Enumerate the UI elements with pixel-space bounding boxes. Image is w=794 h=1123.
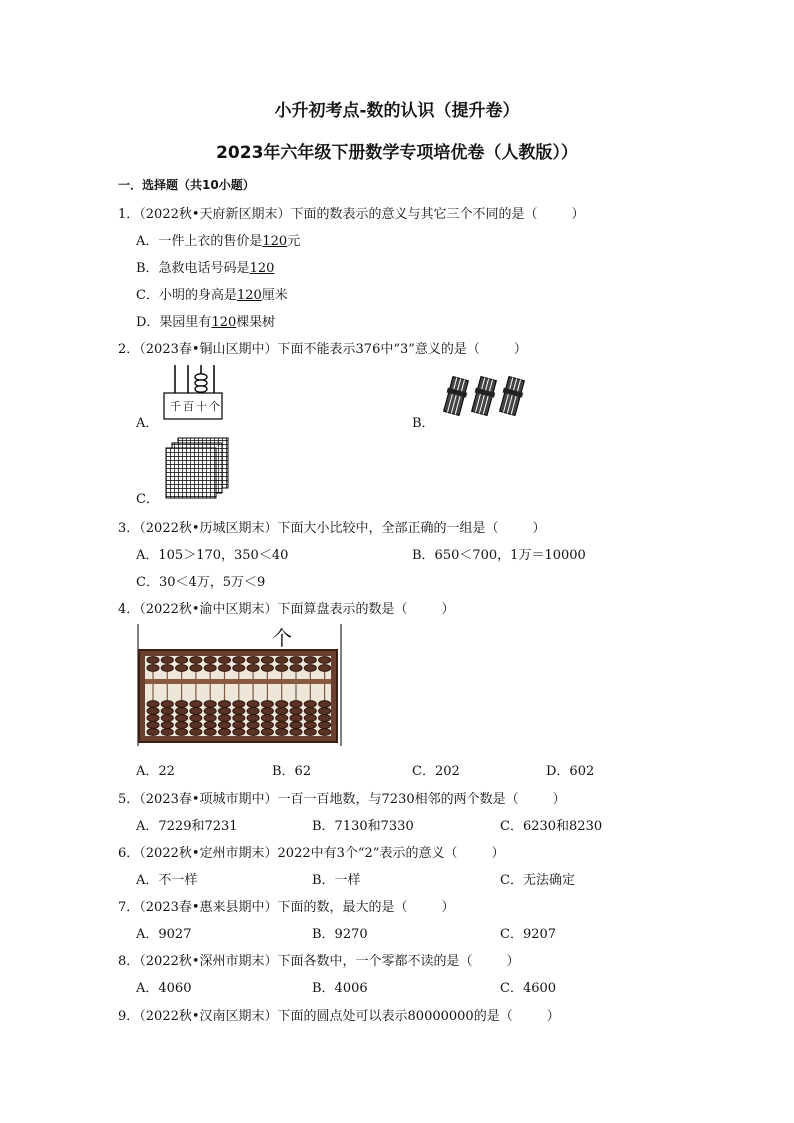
page-title: 小升初考点-数的认识（提升卷） bbox=[274, 101, 520, 121]
question-5-stem: 5．（2023春•项城市期中）一百一百地数，与7230相邻的两个数是（ ） bbox=[118, 792, 566, 807]
q6-option-a[interactable]: A．不一样 bbox=[136, 873, 198, 888]
ones-column-marker: 个 bbox=[272, 626, 292, 650]
counting-frame-labels bbox=[170, 398, 222, 414]
q8-option-c[interactable]: C．4600 bbox=[500, 981, 557, 996]
question-3-stem: 3．（2022秋•历城区期末）下面大小比较中，全部正确的一组是（ ） bbox=[118, 521, 546, 536]
question-7-stem: 7．（2023春•惠来县期中）下面的数，最大的是（ ） bbox=[118, 900, 455, 915]
place-label-thousands: 千 bbox=[170, 400, 183, 413]
q2-option-b-label[interactable]: B． bbox=[412, 416, 435, 431]
q2-option-a-label[interactable]: A． bbox=[136, 416, 159, 431]
hundred-grids-image bbox=[162, 436, 232, 502]
question-9-stem: 9．（2022秋•汉南区期末）下面的圆点处可以表示80000000的是（ ） bbox=[118, 1009, 560, 1024]
q1-option-b[interactable]: B．急救电话号码是120 bbox=[136, 261, 275, 276]
q5-option-c[interactable]: C．6230和8230 bbox=[500, 819, 603, 834]
q5-option-b[interactable]: B．7130和7330 bbox=[312, 819, 414, 834]
question-8-stem: 8．（2022秋•深州市期末）下面各数中，一个零都不读的是（ ） bbox=[118, 954, 520, 969]
question-2-stem: 2．（2023春•铜山区期中）下面不能表示376中“3”意义的是（ ） bbox=[118, 342, 527, 357]
place-label-tens: 十 bbox=[196, 400, 209, 413]
q4-option-c[interactable]: C．202 bbox=[412, 764, 460, 779]
counting-frame-image bbox=[162, 363, 224, 423]
q7-option-c[interactable]: C．9207 bbox=[500, 927, 557, 942]
q7-option-b[interactable]: B．9270 bbox=[312, 927, 368, 942]
q1-option-c[interactable]: C．小明的身高是120厘米 bbox=[136, 288, 288, 303]
q6-option-b[interactable]: B．一样 bbox=[312, 873, 361, 888]
q1-option-a[interactable]: A．一件上衣的售价是120元 bbox=[136, 234, 301, 249]
q3-option-c[interactable]: C．30＜4万，5万＜9 bbox=[136, 575, 266, 590]
question-1-stem: 1．（2022秋•天府新区期末）下面的数表示的意义与其它三个不同的是（ ） bbox=[118, 207, 585, 222]
q3-option-a[interactable]: A．105＞170，350＜40 bbox=[136, 548, 289, 563]
place-label-ones: 个 bbox=[209, 400, 222, 413]
q8-option-a[interactable]: A．4060 bbox=[136, 981, 192, 996]
place-label-hundreds: 百 bbox=[183, 400, 196, 413]
q4-option-b[interactable]: B．62 bbox=[272, 764, 312, 779]
q1-option-d[interactable]: D．果园里有120棵果树 bbox=[136, 315, 276, 330]
section-heading: 一．选择题（共10小题） bbox=[118, 178, 255, 192]
q4-option-a[interactable]: A．22 bbox=[136, 764, 175, 779]
suanpan-abacus-image bbox=[136, 624, 346, 748]
page-subtitle: 2023年六年级下册数学专项培优卷（人教版）） bbox=[216, 143, 578, 163]
q2-option-c-label[interactable]: C． bbox=[136, 492, 159, 507]
q5-option-a[interactable]: A．7229和7231 bbox=[136, 819, 238, 834]
q7-option-a[interactable]: A．9027 bbox=[136, 927, 192, 942]
stick-bundles-image bbox=[436, 376, 528, 416]
q6-option-c[interactable]: C．无法确定 bbox=[500, 873, 575, 888]
question-6-stem: 6．（2022秋•定州市期末）2022中有3个“2”表示的意义（ ） bbox=[118, 846, 505, 861]
question-4-stem: 4．（2022秋•渝中区期末）下面算盘表示的数是（ ） bbox=[118, 602, 455, 617]
q4-option-d[interactable]: D．602 bbox=[546, 764, 595, 779]
q3-option-b[interactable]: B．650＜700，1万＝10000 bbox=[412, 548, 586, 563]
q8-option-b[interactable]: B．4006 bbox=[312, 981, 368, 996]
